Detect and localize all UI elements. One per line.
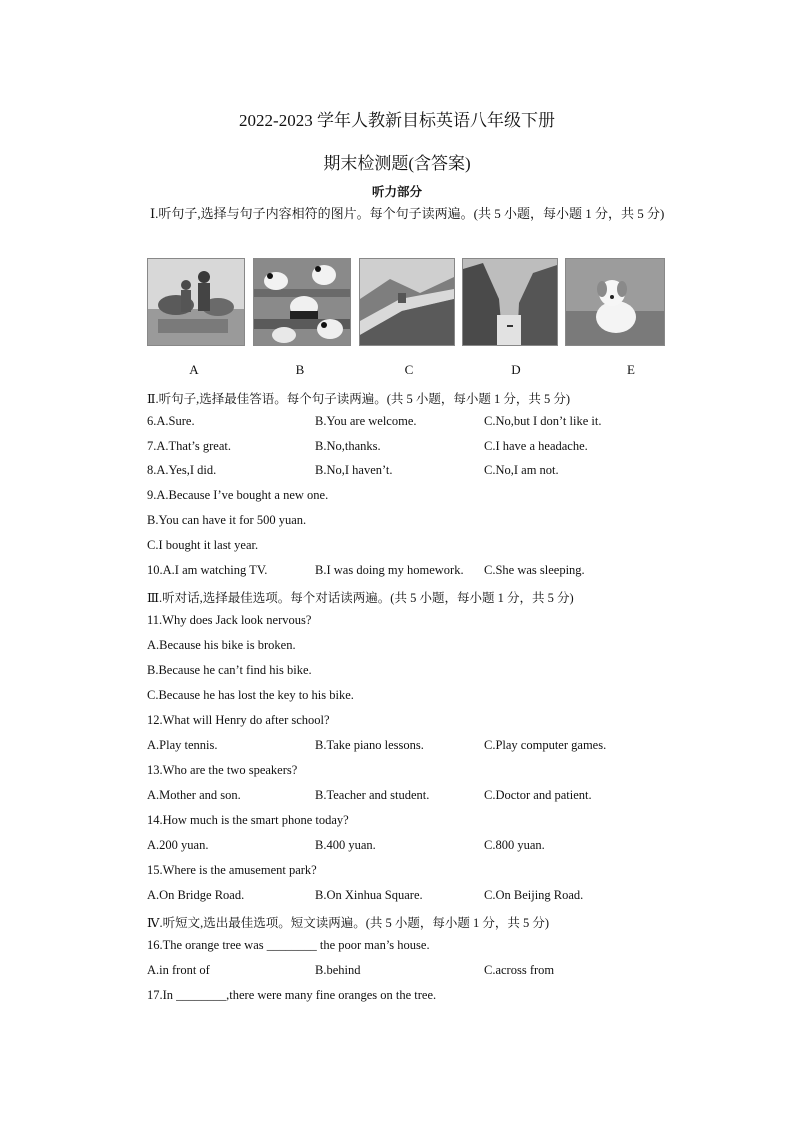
- question-15-options: [147, 888, 584, 908]
- option-b: B.I was doing my homework.: [315, 563, 464, 577]
- option-c: C.No,but I don’t like it.: [484, 414, 602, 428]
- picture-c-great-wall: [359, 258, 455, 346]
- question-16: 16.The orange tree was ________ the poor man’s house.: [147, 938, 430, 952]
- picture-label-e: E: [627, 362, 635, 377]
- option-c: C.On Beijing Road.: [484, 888, 584, 902]
- question-14-options: [147, 838, 545, 858]
- option-c: C.No,I am not.: [484, 463, 559, 477]
- option-a: A.On Bridge Road.: [147, 888, 245, 902]
- option-b: B.Take piano lessons.: [315, 738, 424, 752]
- option-a: A.Play tennis.: [147, 738, 218, 752]
- option-a: 10.A.I am watching TV.: [147, 563, 268, 577]
- question-8: [147, 463, 559, 483]
- question-14: 14.How much is the smart phone today?: [147, 813, 349, 827]
- question-9-option-b: B.You can have it for 500 yuan.: [147, 513, 307, 527]
- option-c: C.Play computer games.: [484, 738, 607, 752]
- question-12: 12.What will Henry do after school?: [147, 713, 330, 727]
- option-c: C.across from: [484, 963, 555, 977]
- option-a: A.200 yuan.: [147, 838, 209, 852]
- picture-label-b: B: [295, 362, 305, 377]
- question-11-option-c: C.Because he has lost the key to his bike.: [147, 688, 354, 702]
- question-17: 17.In ________,there were many fine oranges on the tree.: [147, 988, 437, 1002]
- question-12-options: [147, 738, 607, 758]
- question-11: 11.Why does Jack look nervous?: [147, 613, 312, 627]
- picture-row: [147, 258, 667, 348]
- option-b: B.On Xinhua Square.: [315, 888, 423, 902]
- option-c: C.Doctor and patient.: [484, 788, 592, 802]
- document-title: 2022-2023 学年人教新目标英语八年级下册: [239, 111, 555, 130]
- question-11-option-a: A.Because his bike is broken.: [147, 638, 296, 652]
- option-b: B.No,I haven’t.: [315, 463, 393, 477]
- option-c: C.I have a headache.: [484, 439, 588, 453]
- picture-label-c: C: [404, 362, 414, 377]
- option-a: A.Mother and son.: [147, 788, 241, 802]
- question-6: [147, 414, 602, 434]
- option-b: B.Teacher and student.: [315, 788, 430, 802]
- question-11-option-b: B.Because he can’t find his bike.: [147, 663, 312, 677]
- question-10: [147, 563, 585, 583]
- section-heading: 听力部分: [371, 185, 422, 199]
- question-9-option-a: 9.A.Because I’ve bought a new one.: [147, 488, 329, 502]
- question-13-options: [147, 788, 592, 808]
- picture-a-people-with-cattle: [147, 258, 245, 346]
- option-a: 8.A.Yes,I did.: [147, 463, 217, 477]
- question-7: [147, 439, 588, 459]
- picture-d-river-gorge: [462, 258, 558, 346]
- question-16-options: [147, 963, 555, 983]
- picture-label-d: D: [511, 362, 521, 377]
- document-subtitle: 期末检测题(含答案): [323, 154, 471, 173]
- option-a: 6.A.Sure.: [147, 414, 195, 428]
- part3-instruction: Ⅲ.听对话,选择最佳选项。每个对话读两遍。(共 5 小题，每小题 1 分，共 5 分): [147, 591, 574, 605]
- option-a: 7.A.That’s great.: [147, 439, 232, 453]
- option-a: A.in front of: [147, 963, 210, 977]
- picture-label-a: A: [189, 362, 199, 377]
- question-13: 13.Who are the two speakers?: [147, 763, 298, 777]
- option-c: C.800 yuan.: [484, 838, 545, 852]
- part2-instruction: Ⅱ.听句子,选择最佳答语。每个句子读两遍。(共 5 小题，每小题 1 分，共 5 分): [147, 392, 571, 406]
- part1-instruction: Ⅰ.听句子,选择与句子内容相符的图片。每个句子读两遍。(共 5 小题，每小题 1 分，共 5 分): [150, 206, 665, 221]
- option-b: B.No,thanks.: [315, 439, 381, 453]
- picture-b-pandas: [253, 258, 351, 346]
- picture-e-puppy: [565, 258, 665, 346]
- option-b: B.400 yuan.: [315, 838, 376, 852]
- option-c: C.She was sleeping.: [484, 563, 585, 577]
- option-b: B.behind: [315, 963, 361, 977]
- question-15: 15.Where is the amusement park?: [147, 863, 317, 877]
- option-b: B.You are welcome.: [315, 414, 417, 428]
- question-9-option-c: C.I bought it last year.: [147, 538, 259, 552]
- part4-instruction: Ⅳ.听短文,选出最佳选项。短文读两遍。(共 5 小题，每小题 1 分，共 5 分): [147, 916, 550, 930]
